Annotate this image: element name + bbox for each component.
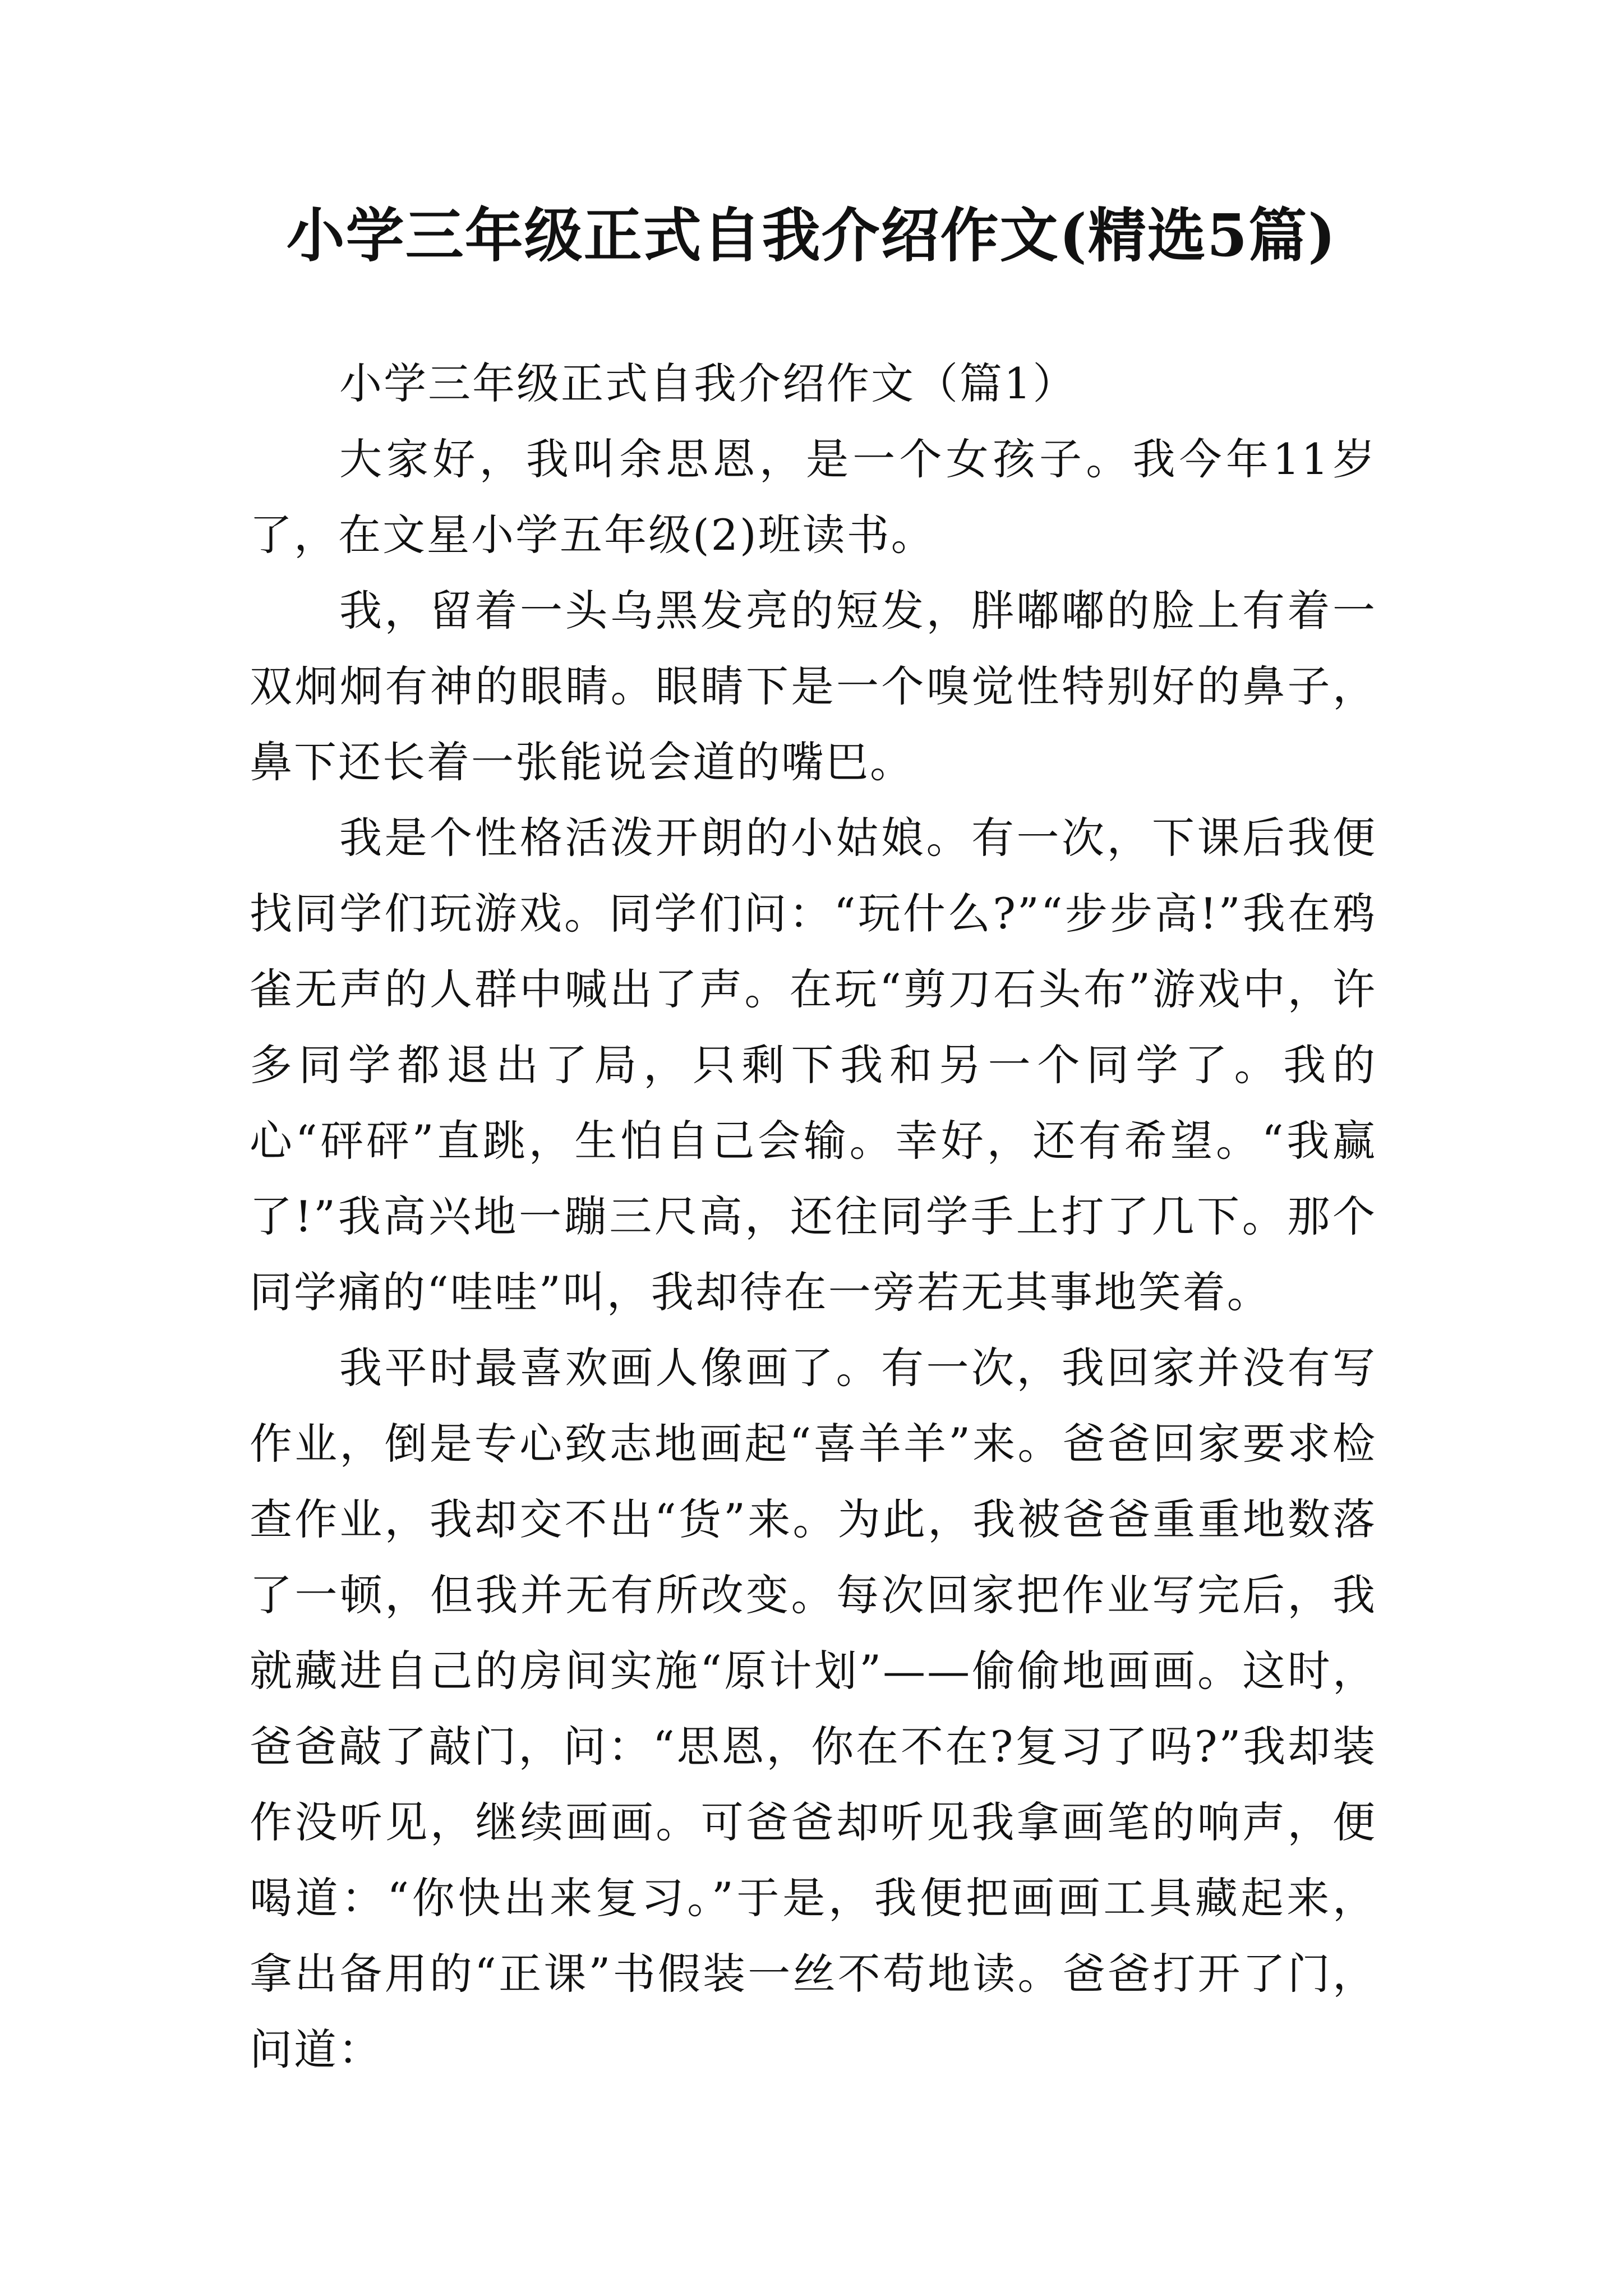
- document-body: [250, 346, 1377, 2087]
- body-paragraph: 大家好，我叫余思恩，是一个女孩子。我今年11岁了，在文星小学五年级(2)班读书。: [250, 434, 1377, 560]
- body-paragraph: 我，留着一头乌黑发亮的短发，胖嘟嘟的脸上有着一双炯炯有神的眼睛。眼睛下是一个嗅觉性特别好的鼻子，鼻下还长着一张能说会道的嘴巴。: [250, 586, 1377, 787]
- body-paragraph: 我平时最喜欢画人像画了。有一次，我回家并没有写作业，倒是专心致志地画起“喜羊羊”来。爸爸回家要求检查作业，我却交不出“货”来。为此，我被爸爸重重地数落了一顿，但我并无有所改变。每次回家把作业写完后，我就藏进自己的房间实施“原计划”——偷偷地画画。这时，爸爸敲了敲门，问：“思恩，你在不在?复习了吗?”我却装作没听见，继续画画。可爸爸却听见我拿画笔的响声，便喝道：“你快出来复习。”于是，我便把画画工具藏起来，拿出备用的“正课”书假装一丝不苟地读。爸爸打开了门，问道：: [250, 1343, 1377, 2074]
- document-title: 小学三年级正式自我介绍作文(精选5篇): [286, 201, 1337, 270]
- body-paragraph: 我是个性格活泼开朗的小姑娘。有一次，下课后我便找同学们玩游戏。同学们问：“玩什么?”“步步高!”我在鸦雀无声的人群中喊出了声。在玩“剪刀石头布”游戏中，许多同学都退出了局，只剩下我和另一个同学了。我的心“砰砰”直跳，生怕自己会输。幸好，还有希望。“我赢了!”我高兴地一蹦三尺高，还往同学手上打了几下。那个同学痛的“哇哇”叫，我却待在一旁若无其事地笑着。: [250, 813, 1377, 1317]
- section-heading: 小学三年级正式自我介绍作文（篇1）: [339, 358, 1077, 408]
